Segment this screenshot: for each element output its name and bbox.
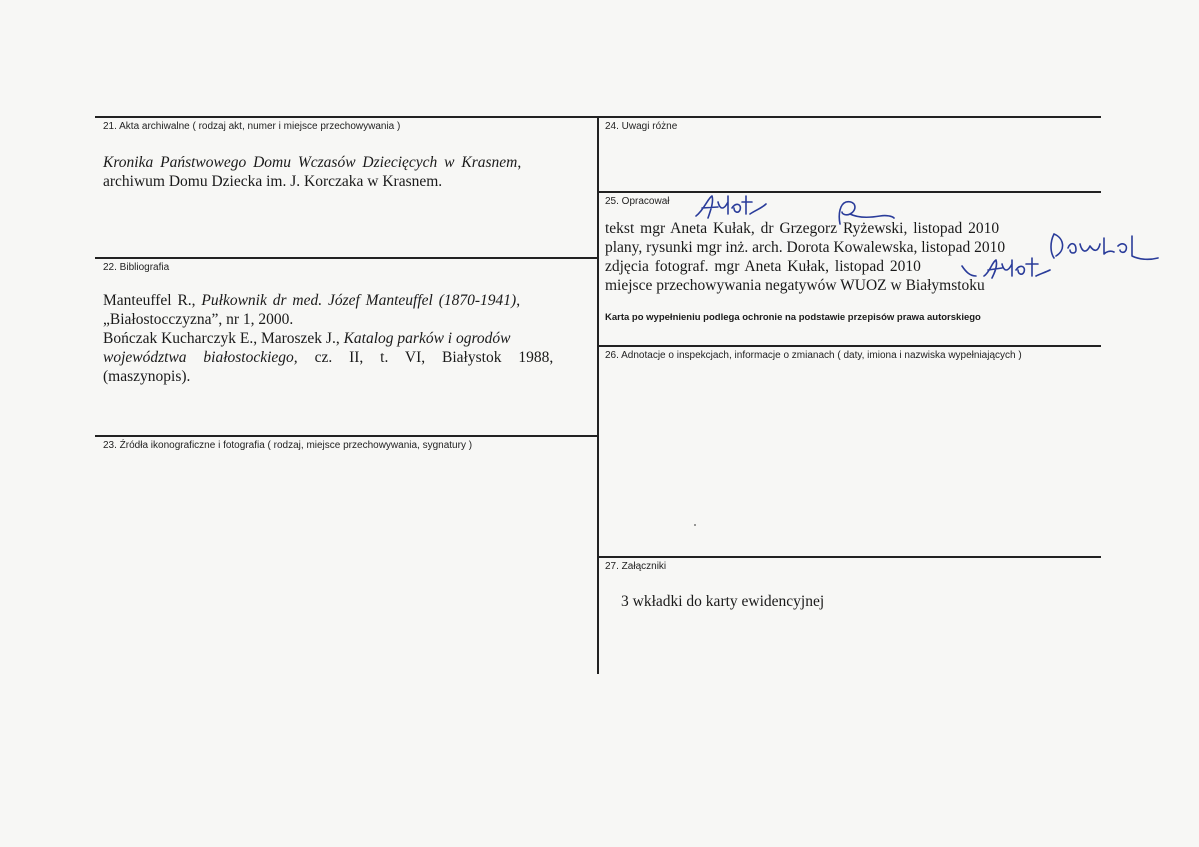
attachments-content: 3 wkładki do karty ewidencyjnej [621,593,825,610]
bibliography-entry2-title-part2: województwa białostockiego, [103,349,298,366]
rule-left-22 [95,257,597,259]
section-27-label: 27. Załączniki [605,561,667,572]
center-divider [597,116,599,674]
rule-right-27 [597,556,1101,558]
bibliography-entry2-title-part1: Katalog parków i ogrodów [343,330,511,347]
section-21-label: 21. Akta archiwalne ( rodzaj akt, numer i miejsce przechowywania ) [103,121,401,132]
signature-kulak-bottom [958,256,1054,282]
prepared-by-plans: plany, rysunki mgr inż. arch. Dorota Kowalewska, listopad 2010 [605,239,1006,256]
bibliography-entry1-line1 [103,291,591,310]
bibliography-entry2-line3: (maszynopis). [103,368,191,385]
signature-kowalewska [1040,228,1160,264]
prepared-by-text: tekst mgr Aneta Kułak, dr Grzegorz Ryżewski, listopad 2010 [605,220,1000,237]
bibliography-entry1-suffix: , [516,292,521,309]
bibliography-entry2-line1 [103,329,511,348]
section-23-label: 23. Źródła ikonograficzne i fotografia ( rodzaj, miejsce przechowywania, sygnatury ) [103,440,473,451]
signature-kulak-top [690,192,770,222]
section-25-label: 25. Opracował [605,196,670,207]
rule-right-25 [597,191,1101,193]
section-21-line1 [103,153,521,172]
copyright-note: Karta po wypełnieniu podlega ochronie na podstawie przepisów prawa autorskiego [605,312,981,323]
section-26-label: 26. Adnotacje o inspekcjach, informacje o zmianach ( daty, imiona i nazwiska wypełniających ) [605,350,1022,361]
rule-left-23 [95,435,597,437]
bibliography-entry1-author: Manteuffel R., [103,292,202,309]
bibliography-entry2-rest: cz. II, t. VI, Białystok 1988, [297,349,554,366]
bibliography-entry2-line2 [103,348,553,367]
paper-speck [694,524,696,526]
section-21-line2: archiwum Domu Dziecka im. J. Korczaka w Krasnem. [103,173,443,190]
section-24-label: 24. Uwagi różne [605,121,678,132]
rule-right-26 [597,345,1101,347]
bibliography-entry2-author: Bończak Kucharczyk E., Maroszek J., [103,330,344,347]
chronicle-title: Kronika Państwowego Domu Wczasów Dziecięcych w Krasnem [103,154,518,171]
negatives-location: miejsce przechowywania negatywów WUOZ w Białymstoku [605,277,985,294]
bibliography-entry1-title: Pułkownik dr med. Józef Manteuffel (1870-1941) [201,292,517,309]
prepared-by-photos: zdjęcia fotograf. mgr Aneta Kułak, listopad 2010 [605,258,921,275]
bibliography-entry1-line2: „Białostocczyzna”, nr 1, 2000. [103,311,294,328]
section-22-label: 22. Bibliografia [103,262,170,273]
chronicle-title-suffix: , [517,154,522,171]
signature-ryzewski [828,194,898,234]
